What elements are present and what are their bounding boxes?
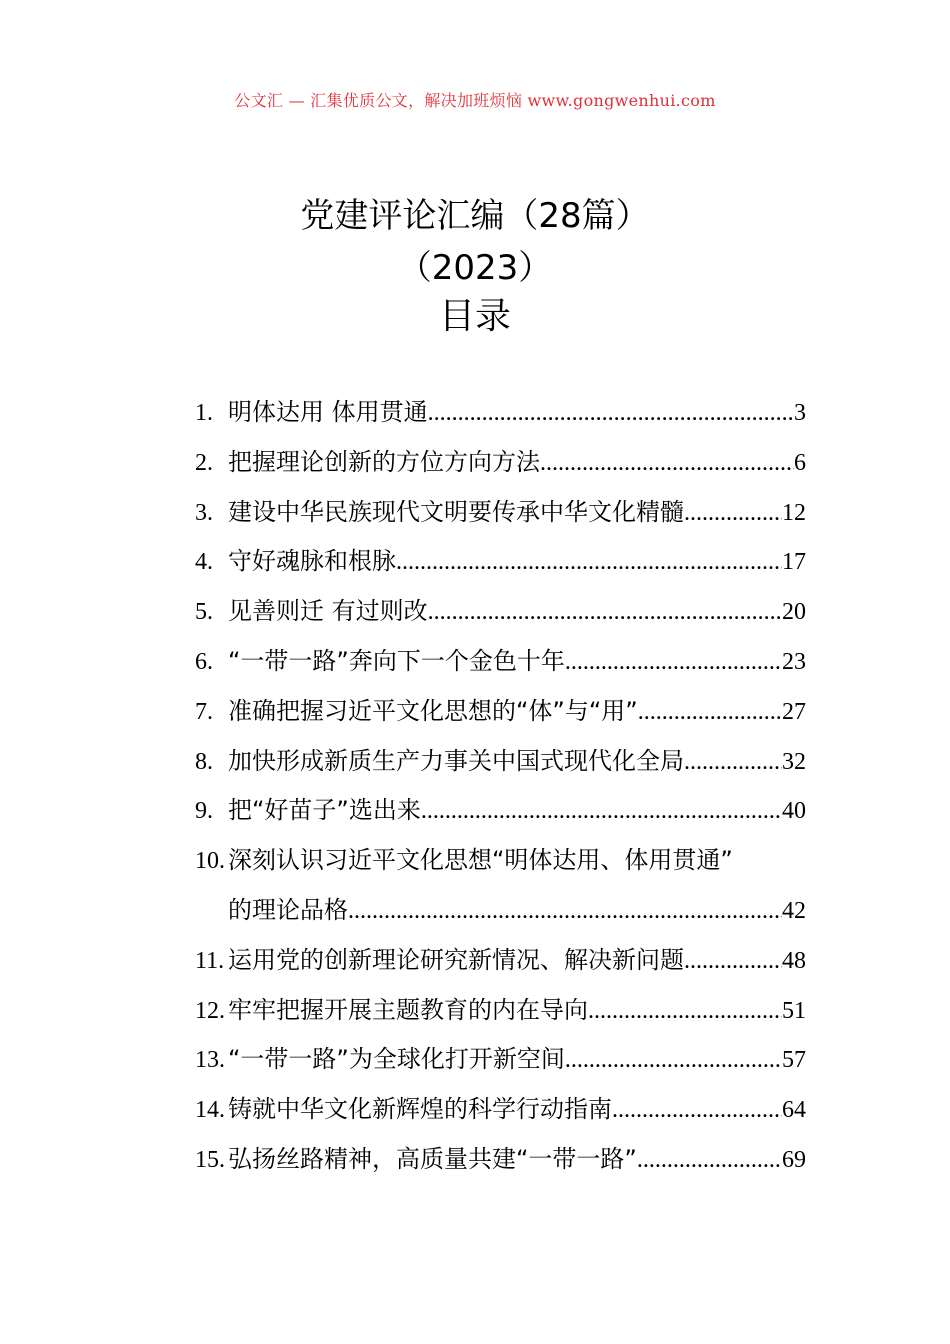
toc-entry-number: 14. xyxy=(195,1097,225,1124)
toc-entry-title: 运用党的创新理论研究新情况、解决新问题 xyxy=(228,945,684,974)
toc-entry-continued[interactable] xyxy=(195,890,806,940)
toc-entry-page: 12 xyxy=(782,499,806,526)
toc-entry-page: 48 xyxy=(782,947,806,974)
toc-entry-page: 23 xyxy=(782,648,806,675)
toc-entry-title: 加快形成新质生产力事关中国式现代化全局 xyxy=(228,746,684,775)
toc-entry[interactable] xyxy=(195,691,806,741)
toc-entry-number: 10. xyxy=(195,848,225,875)
toc-entry-page: 51 xyxy=(782,997,806,1024)
toc-entry-page: 27 xyxy=(782,698,806,725)
toc-entry[interactable] xyxy=(195,641,806,691)
toc-entry-number: 5. xyxy=(195,599,213,626)
toc-entry-title: “一带一路”奔向下一个金色十年 xyxy=(228,646,565,675)
toc-entry-number: 15. xyxy=(195,1146,225,1173)
toc-dot-leader xyxy=(684,948,782,975)
toc-entry-number: 2. xyxy=(195,449,213,476)
toc-entry-page: 40 xyxy=(782,798,806,825)
toc-entry[interactable] xyxy=(195,1039,806,1089)
toc-entry-title-continued: 的理论品格 xyxy=(228,895,348,924)
toc-entry-number: 4. xyxy=(195,549,213,576)
toc-entry[interactable] xyxy=(195,492,806,542)
toc-entry-title: 铸就中华文化新辉煌的科学行动指南 xyxy=(228,1095,612,1124)
toc-dot-leader xyxy=(428,400,794,427)
toc-entry-page: 20 xyxy=(782,599,806,626)
toc-entry-page: 57 xyxy=(782,1047,806,1074)
toc-dot-leader xyxy=(428,599,782,626)
toc-entry-number: 6. xyxy=(195,648,213,675)
toc-dot-leader xyxy=(348,898,782,925)
toc-entry-number: 7. xyxy=(195,698,213,725)
toc-entry[interactable] xyxy=(195,940,806,990)
watermark-header: 公文汇 — 汇集优质公文，解决加班烦恼 www.gongwenhui.com xyxy=(234,91,716,110)
toc-heading: 目录 xyxy=(438,296,511,337)
toc-entry-page: 69 xyxy=(782,1146,806,1173)
toc-entry-page: 32 xyxy=(782,748,806,775)
toc-entry-title: 把握理论创新的方位方向方法 xyxy=(228,447,540,476)
document-title: 党建评论汇编（28篇） xyxy=(300,196,650,236)
toc-dot-leader xyxy=(396,549,782,576)
toc-entry-number: 9. xyxy=(195,798,213,825)
toc-entry-title: 准确把握习近平文化思想的“体”与“用” xyxy=(228,696,638,725)
toc-entry[interactable] xyxy=(195,392,806,442)
toc-entry-title: 牢牢把握开展主题教育的内在导向 xyxy=(228,995,588,1024)
toc-dot-leader xyxy=(588,998,782,1025)
toc-entry-page: 6 xyxy=(794,449,806,476)
toc-entry-number: 8. xyxy=(195,748,213,775)
toc-entry-number: 13. xyxy=(195,1047,225,1074)
table-of-contents xyxy=(195,392,806,1189)
document-subtitle: （2023） xyxy=(397,248,553,288)
toc-entry-number: 12. xyxy=(195,997,225,1024)
toc-entry[interactable] xyxy=(195,840,806,890)
toc-dot-leader xyxy=(565,1047,782,1074)
toc-dot-leader xyxy=(637,1147,782,1174)
toc-entry-title: 深刻认识习近平文化思想“明体达用、体用贯通” xyxy=(228,846,733,875)
toc-entry-page: 42 xyxy=(782,897,806,924)
toc-entry-number: 3. xyxy=(195,499,213,526)
toc-entry-title: 把“好苗子”选出来 xyxy=(228,796,421,825)
toc-entry[interactable] xyxy=(195,1089,806,1139)
toc-dot-leader xyxy=(684,749,782,776)
toc-dot-leader xyxy=(638,699,782,726)
toc-entry-page: 3 xyxy=(794,400,806,426)
toc-entry-title: 明体达用 体用贯通 xyxy=(228,398,428,426)
toc-entry[interactable] xyxy=(195,990,806,1040)
toc-entry-number: 1. xyxy=(195,400,213,426)
toc-dot-leader xyxy=(684,500,782,527)
toc-dot-leader xyxy=(421,798,782,825)
toc-entry-title: “一带一路”为全球化打开新空间 xyxy=(228,1045,565,1074)
toc-dot-leader xyxy=(540,450,794,477)
toc-dot-leader xyxy=(565,649,782,676)
toc-entry-page: 17 xyxy=(782,549,806,576)
toc-entry-title: 见善则迁 有过则改 xyxy=(228,597,428,626)
toc-entry-page: 64 xyxy=(782,1097,806,1124)
toc-entry[interactable] xyxy=(195,1139,806,1189)
toc-entry-number: 11. xyxy=(195,947,225,974)
toc-entry-title: 弘扬丝路精神，高质量共建“一带一路” xyxy=(228,1144,637,1173)
toc-entry[interactable] xyxy=(195,591,806,641)
toc-dot-leader xyxy=(612,1097,782,1124)
toc-entry[interactable] xyxy=(195,541,806,591)
toc-entry[interactable] xyxy=(195,741,806,791)
toc-entry-title: 建设中华民族现代文明要传承中华文化精髓 xyxy=(228,497,684,526)
toc-entry-title: 守好魂脉和根脉 xyxy=(228,547,396,576)
toc-entry[interactable] xyxy=(195,442,806,492)
toc-entry[interactable] xyxy=(195,790,806,840)
